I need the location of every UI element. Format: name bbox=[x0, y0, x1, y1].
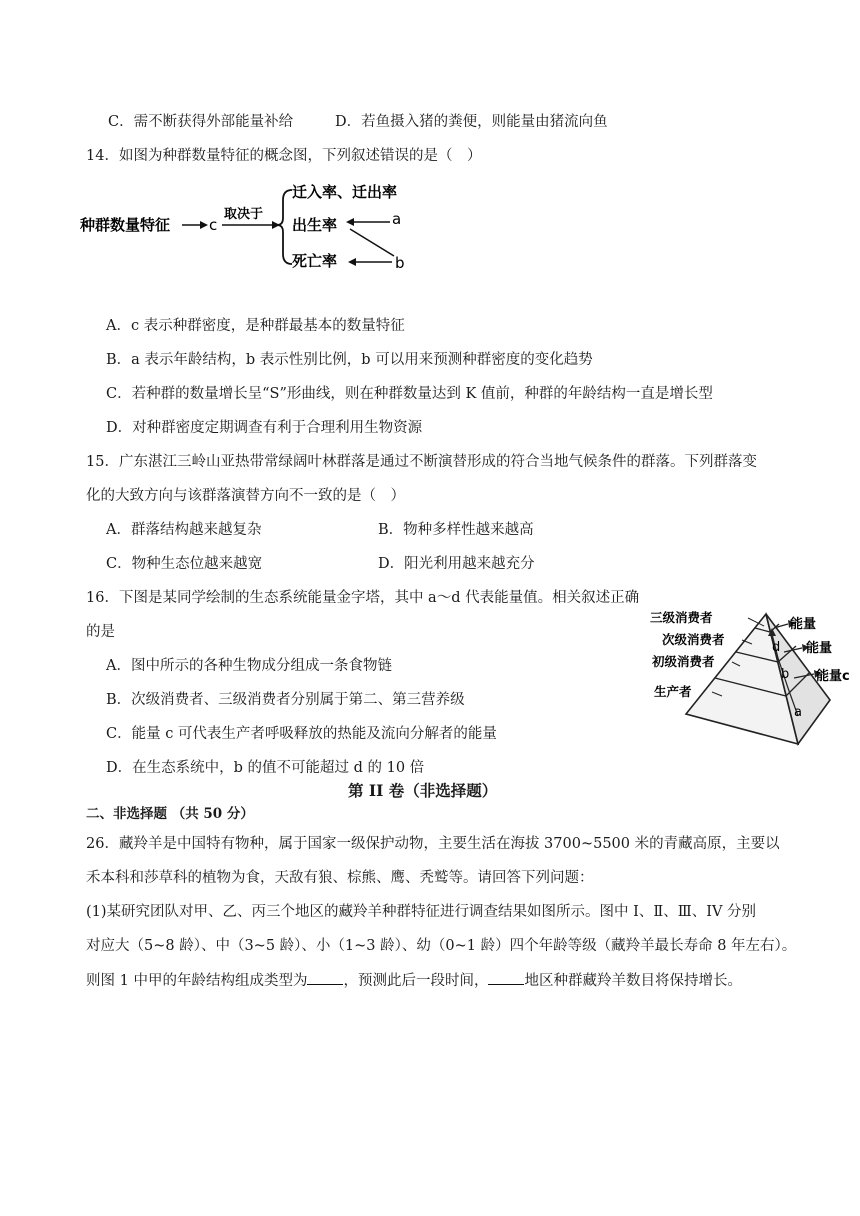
pyramid-energy2-label: 能量 bbox=[806, 641, 833, 656]
q14-option-c: C．若种群的数量增长呈“S”形曲线，则在种群数量达到 K 值前，种群的年龄结构一直是增长型 bbox=[106, 386, 713, 402]
q16-stem-line2: 的是 bbox=[86, 624, 115, 640]
pyramid-level2-label: 次级消费者 bbox=[662, 632, 725, 647]
diagram-item3: 死亡率 bbox=[292, 252, 338, 270]
q26-line5-part-b: ，预测此后一段时间， bbox=[343, 973, 489, 989]
q15-option-a: A．群落结构越来越复杂 bbox=[106, 522, 262, 538]
pyramid-level3-label: 三级消费者 bbox=[650, 610, 713, 625]
q14-option-d: D．对种群密度定期调查有利于合理利用生物资源 bbox=[106, 420, 423, 436]
diagram-item1: 迁入率、迁出率 bbox=[292, 183, 398, 201]
q14-option-b: B．a 表示年龄结构，b 表示性别比例，b 可以用来预测种群密度的变化趋势 bbox=[106, 352, 593, 368]
pyramid-producer-label: 生产者 bbox=[654, 684, 692, 699]
population-concept-diagram bbox=[78, 178, 418, 278]
q15-option-c: C．物种生态位越来越宽 bbox=[106, 556, 263, 572]
pyramid-energyC-label: 能量c bbox=[816, 669, 850, 684]
part2-title: 第 II 卷（非选择题） bbox=[348, 781, 498, 800]
q13-option-c: C．需不断获得外部能量补给 bbox=[108, 114, 294, 130]
q26-line4: 对应大（5~8 龄）、中（3~5 龄）、小（1~3 龄）、幼（0~1 龄）四个年龄等级（藏羚羊最长寿命 8 年左右）。 bbox=[86, 938, 797, 954]
q16-option-d: D．在生态系统中，b 的值不可能超过 d 的 10 倍 bbox=[106, 760, 425, 776]
q26-line5-part-c: 地区种群藏羚羊数目将保持增长。 bbox=[524, 973, 742, 989]
q16-option-c: C．能量 c 可代表生产者呼吸释放的热能及流向分解者的能量 bbox=[106, 726, 497, 742]
q15-option-d: D．阳光利用越来越充分 bbox=[378, 556, 535, 572]
q16-option-b: B．次级消费者、三级消费者分别属于第二、第三营养级 bbox=[106, 692, 465, 708]
q26-line1: 26．藏羚羊是中国特有物种，属于国家一级保护动物，主要生活在海拔 3700~5500 米的青藏高原，主要以 bbox=[86, 836, 780, 852]
q15-stem-line2: 化的大致方向与该群落演替方向不一致的是（ ） bbox=[86, 488, 405, 504]
diagram-b-label: b bbox=[395, 254, 405, 272]
diagram-item2: 出生率 bbox=[292, 216, 338, 234]
diagram-a-label: a bbox=[392, 210, 402, 228]
q26-line5-part-a: 则图 1 中甲的年龄结构组成类型为 bbox=[86, 973, 308, 989]
pyramid-b-label: b bbox=[781, 667, 790, 682]
q15-stem-line1: 15．广东湛江三岭山亚热带常绿阔叶林群落是通过不断演替形成的符合当地气候条件的群落。下列群落变 bbox=[86, 454, 757, 470]
q15-option-b: B．物种多样性越来越高 bbox=[378, 522, 534, 538]
q16-stem-line1: 16．下图是某同学绘制的生态系统能量金字塔，其中 a～d 代表能量值。相关叙述正确 bbox=[86, 590, 640, 606]
q26-line2: 禾本科和莎草科的植物为食，天敌有狼、棕熊、鹰、秃鹫等。请回答下列问题： bbox=[86, 870, 594, 886]
answer-blank-1[interactable] bbox=[307, 970, 343, 985]
q16-option-a: A．图中所示的各种生物成分组成一条食物链 bbox=[106, 658, 392, 674]
q14-stem: 14．如图为种群数量特征的概念图，下列叙述错误的是（ ） bbox=[86, 148, 482, 164]
pyramid-a-label: a bbox=[794, 705, 802, 720]
pyramid-level1-label: 初级消费者 bbox=[652, 654, 715, 669]
answer-blank-2[interactable] bbox=[488, 970, 524, 985]
part2-section-heading: 二、非选择题 （共 50 分） bbox=[86, 806, 254, 822]
pyramid-d-label: d bbox=[772, 640, 781, 655]
q13-option-d: D．若鱼摄入猪的粪便，则能量由猪流向鱼 bbox=[335, 114, 608, 130]
q14-option-a: A．c 表示种群密度，是种群最基本的数量特征 bbox=[106, 318, 405, 334]
diagram-c-label: c bbox=[209, 216, 218, 234]
diagram-brace bbox=[277, 190, 292, 264]
diagram-depends-label: 取决于 bbox=[224, 207, 264, 222]
pyramid-energy1-label: 能量 bbox=[790, 617, 817, 632]
q26-line3: (1)某研究团队对甲、乙、丙三个地区的藏羚羊种群特征进行调查结果如图所示。图中 I、Ⅱ、Ⅲ、IV 分别 bbox=[86, 904, 757, 920]
q26-line5 bbox=[86, 970, 742, 991]
energy-pyramid-diagram bbox=[648, 604, 854, 754]
diagram-root-label: 种群数量特征 bbox=[80, 216, 171, 234]
